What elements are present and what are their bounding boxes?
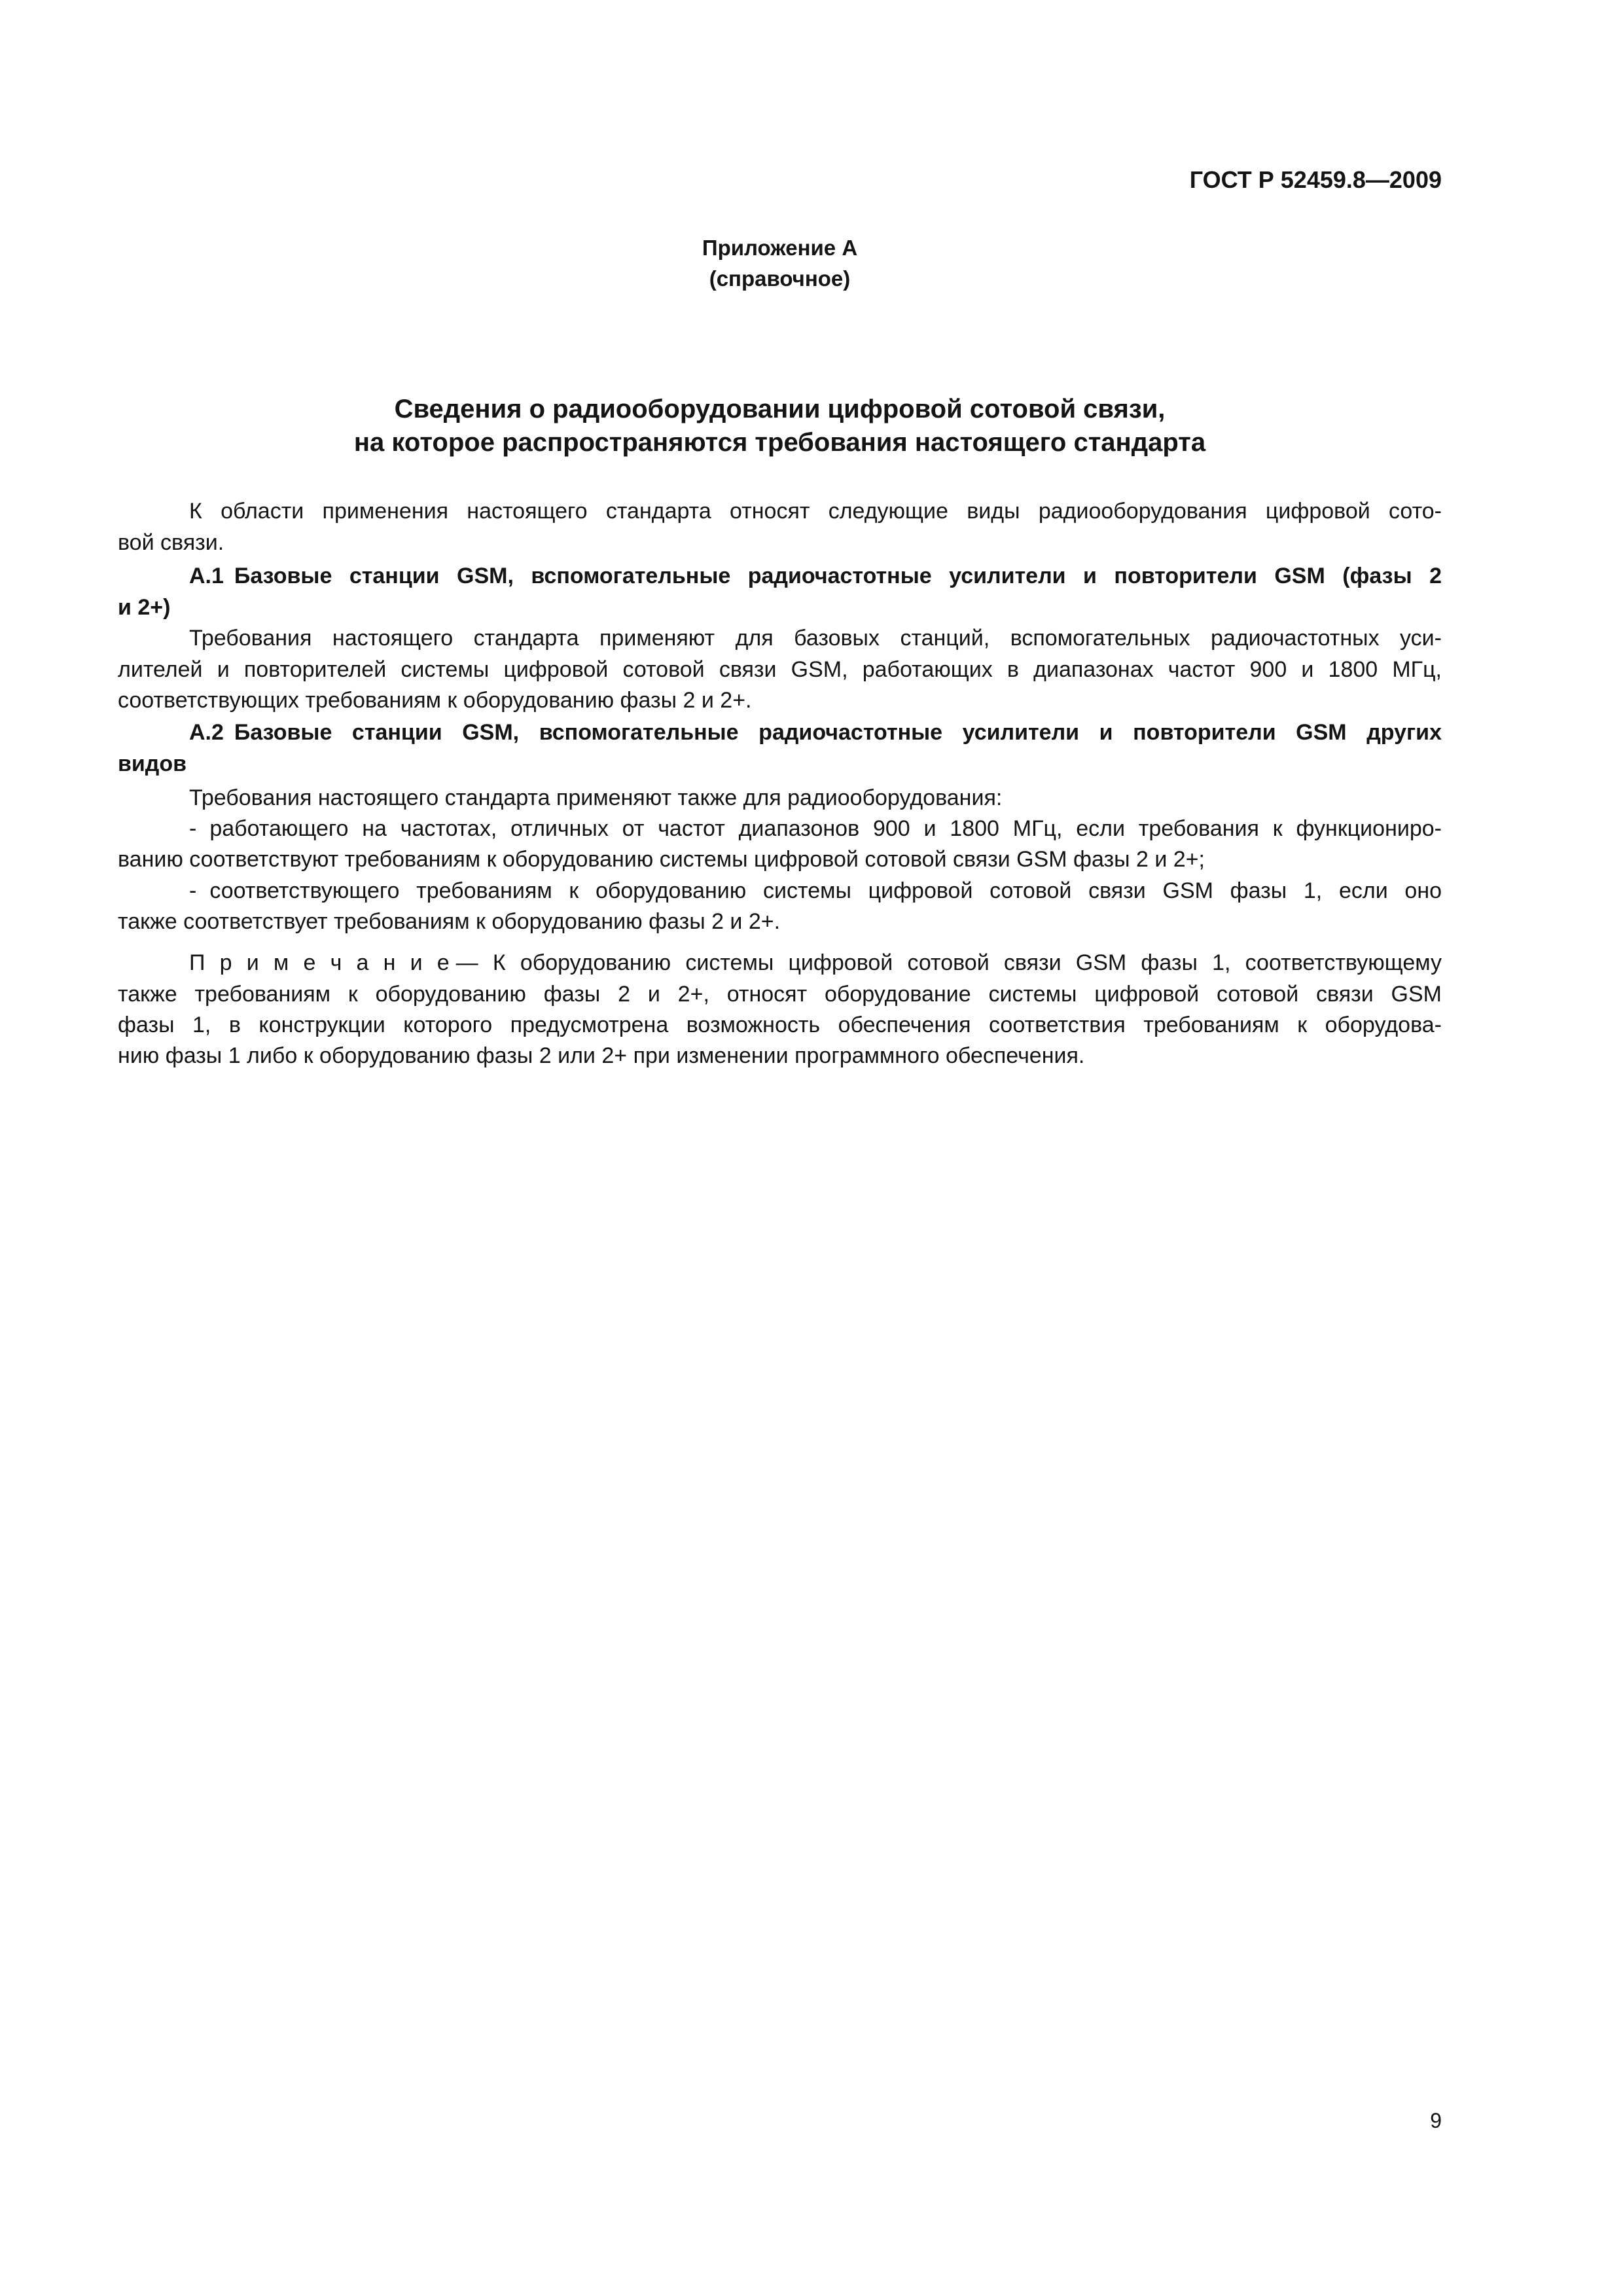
document-code: ГОСТ Р 52459.8—2009 [1189,166,1442,193]
paragraph-line: вой связи. [118,530,224,555]
list-item-line: ванию соответствуют требованиям к оборудованию системы цифровой сотовой связи GSM фазы 2 и 2+; [118,847,1205,872]
paragraph-line: лителей и повторителей системы цифровой сотовой связи GSM, работающих в диапазонах частот 900 и 1800 МГц, [118,657,1442,682]
section-heading-line [189,561,1442,592]
note-line: также требованиям к оборудованию фазы 2 и 2+, относят оборудование системы цифровой сотовой связи GSM [118,982,1442,1007]
list-item-text: соответствующего требованиям к оборудованию системы цифровой сотовой связи GSM фазы 1, если оно [209,878,1442,903]
title-line: Сведения о радиооборудовании цифровой сотовой связи, [394,395,1166,423]
list-item-line [189,814,1442,844]
paragraph-line: Требования настоящего стандарта применяют для базовых станций, вспомогательных радиочастотных уси- [189,626,1442,651]
note-text: — К оборудованию системы цифровой сотовой связи GSM фазы 1, соответствующему [455,950,1442,975]
appendix-status: (справочное) [709,266,851,291]
page-number: 9 [1430,2109,1442,2132]
paragraph-line: Требования настоящего стандарта применяют также для радиооборудования: [189,785,1003,810]
section-heading-line [189,717,1442,748]
list-item-line [189,876,1442,906]
section-number: А.1 [189,564,224,588]
appendix-label: Приложение А [702,236,858,260]
paragraph-line: соответствующих требованиям к оборудованию фазы 2 и 2+. [118,688,752,713]
section-number: А.2 [189,720,224,745]
title-line: на которое распространяются требования настоящего стандарта [353,428,1206,457]
note-line: нию фазы 1 либо к оборудованию фазы 2 или 2+ при изменении программного обеспечения. [118,1043,1085,1068]
list-marker: - [189,816,197,841]
note-label: П р и м е ч а н и е [189,950,450,975]
list-item-text: работающего на частотах, отличных от частот диапазонов 900 и 1800 МГц, если требования к функциониро- [209,816,1442,841]
note-line [189,948,1442,978]
section-heading-line: и 2+) [118,595,171,620]
section-heading-text: Базовые станции GSM, вспомогательные радиочастотные усилители и повторители GSM других [234,720,1442,745]
paragraph-line: К области применения настоящего стандарта относят следующие виды радиооборудования цифровой сото- [189,499,1442,524]
list-item-line: также соответствует требованиям к оборудованию фазы 2 и 2+. [118,909,781,934]
list-marker: - [189,878,197,903]
section-heading-text: Базовые станции GSM, вспомогательные радиочастотные усилители и повторители GSM (фазы 2 [234,564,1442,588]
section-heading-line: видов [118,751,187,776]
note-line: фазы 1, в конструкции которого предусмотрена возможность обеспечения соответствия требованиям к оборудова- [118,1013,1442,1037]
